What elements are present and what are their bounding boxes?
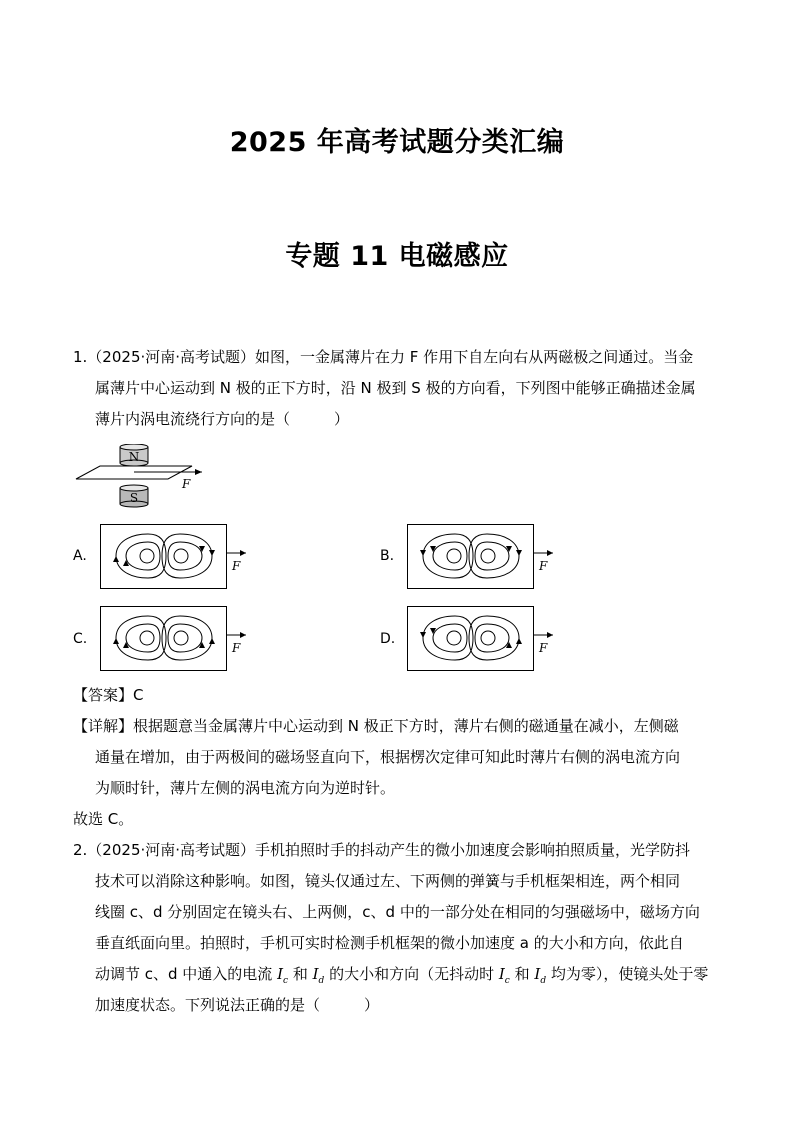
q2-and-1: 和 xyxy=(288,965,313,983)
current-id-symbol: I xyxy=(312,965,319,983)
q2-line-5-b: 的大小和方向（无抖动时 xyxy=(324,965,499,983)
q2-line-2: 技术可以消除这种影响。如图，镜头仅通过左、下两侧的弹簧与手机框架相连，两个相同 xyxy=(95,872,681,890)
option-c-label[interactable]: C. xyxy=(73,631,88,647)
current-id xyxy=(312,965,325,986)
question-2 xyxy=(73,835,723,1021)
current-ic-subscript: c xyxy=(283,976,289,986)
q2-line-6-close: ） xyxy=(364,996,380,1014)
main-title: 2025 年高考试题分类汇编 xyxy=(229,127,565,158)
north-pole-label: N xyxy=(128,450,140,464)
north-pole-magnet xyxy=(120,444,148,466)
q1-line-3 xyxy=(73,404,723,435)
current-id-subscript: d xyxy=(318,976,325,986)
option-a-diagram[interactable] xyxy=(100,522,252,592)
q1-answer: 【答案】C xyxy=(73,686,144,704)
option-b-diagram[interactable] xyxy=(407,522,559,592)
force-arrowhead xyxy=(195,469,202,475)
current-id-subscript-2: d xyxy=(540,976,547,986)
sub-title: 专题 11 电磁感应 xyxy=(285,241,509,272)
current-ic-symbol: I xyxy=(277,965,284,983)
q2-line-5-c: 均为零），使镜头处于零 xyxy=(546,965,709,983)
current-id-symbol-2: I xyxy=(534,965,541,983)
q2-line-5 xyxy=(73,959,723,990)
q1-solution xyxy=(73,680,723,835)
force-label: F xyxy=(182,477,191,491)
option-a-label[interactable]: A. xyxy=(73,548,87,564)
current-id-2 xyxy=(534,965,547,986)
question-1 xyxy=(73,342,723,435)
current-ic-subscript-2: c xyxy=(504,976,510,986)
current-ic xyxy=(277,965,289,986)
south-pole-label: S xyxy=(129,491,139,505)
q1-line-3-text: 薄片内涡电流绕行方向的是（ xyxy=(95,410,291,428)
option-b-force-label: F xyxy=(539,559,548,573)
q2-and-2: 和 xyxy=(509,965,535,983)
q1-detail-line-2: 通量在增加，由于两极间的磁场竖直向下，根据楞次定律可知此时薄片右侧的涡电流方向 xyxy=(95,748,681,766)
option-c-force-label: F xyxy=(232,641,241,655)
q1-detail-line-1: 【详解】根据题意当金属薄片中心运动到 N 极正下方时，薄片右侧的磁通量在减小，左侧磁 xyxy=(73,717,679,735)
q2-line-6 xyxy=(73,990,723,1021)
q2-line-1: 2.（2025·河南·高考试题）手机拍照时手的抖动产生的微小加速度会影响拍照质量，光学防抖 xyxy=(73,841,691,859)
q1-conclusion: 故选 C。 xyxy=(73,810,134,828)
south-pole-magnet xyxy=(120,485,148,507)
q1-line-3-close: ） xyxy=(334,410,350,428)
q2-line-6-text: 加速度状态。下列说法正确的是（ xyxy=(95,996,321,1014)
option-a-force-label: F xyxy=(232,559,241,573)
q1-detail-line-3: 为顺时针，薄片左侧的涡电流方向为逆时针。 xyxy=(95,779,396,797)
option-d-diagram[interactable] xyxy=(407,604,559,674)
q2-line-4: 垂直纸面向里。拍照时，手机可实时检测手机框架的微小加速度 a 的大小和方向，依此自 xyxy=(95,934,684,952)
current-ic-symbol-2: I xyxy=(498,965,505,983)
q2-line-5-a: 动调节 c、d 中通入的电流 xyxy=(95,965,278,983)
option-c-diagram[interactable] xyxy=(100,604,252,674)
q2-line-3: 线圈 c、d 分别固定在镜头右、上两侧，c、d 中的一部分处在相同的匀强磁场中，磁场方向 xyxy=(95,903,700,921)
q1-line-2: 属薄片中心运动到 N 极的正下方时，沿 N 极到 S 极的方向看，下列图中能够正确描述金属 xyxy=(95,379,696,397)
option-b-label[interactable]: B. xyxy=(380,548,395,564)
current-ic-2 xyxy=(498,965,510,986)
option-d-label[interactable]: D. xyxy=(380,631,396,647)
q1-line-1: 1.（2025·河南·高考试题）如图，一金属薄片在力 F 作用下自左向右从两磁极之间通过。当金 xyxy=(73,348,694,366)
magnet-figure xyxy=(74,444,214,510)
option-d-force-label: F xyxy=(539,641,548,655)
